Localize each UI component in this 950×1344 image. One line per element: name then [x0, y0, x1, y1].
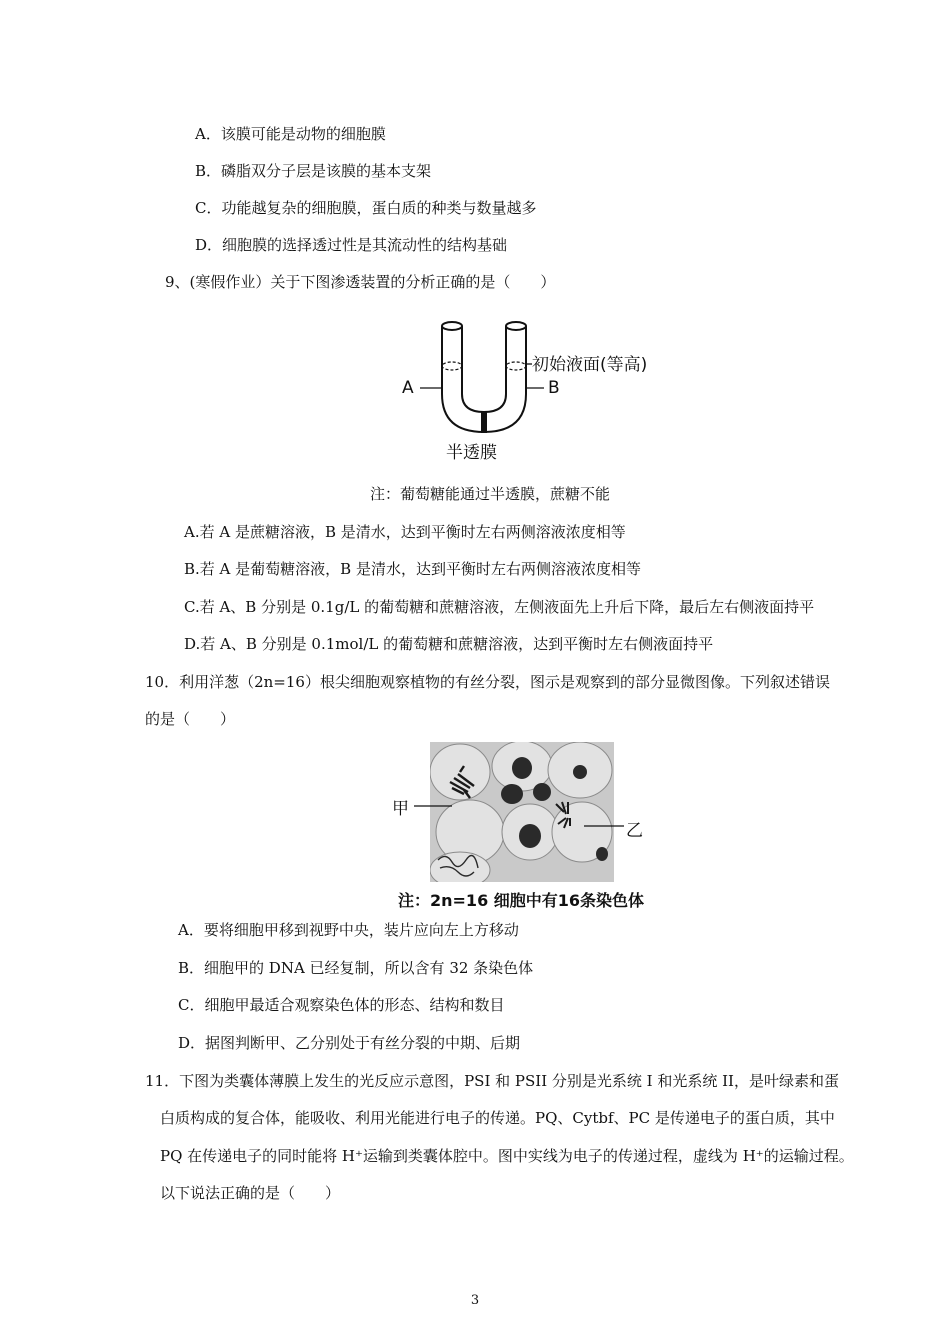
q11-stem-line4: 以下说法正确的是（ ）	[160, 1184, 341, 1202]
q8-option-b: B．磷脂双分子层是该膜的基本支架	[195, 162, 432, 180]
q9-option-d: D.若 A、B 分别是 0.1mol/L 的葡萄糖和蔗糖溶液，达到平衡时左右侧液面持平	[184, 635, 714, 653]
q10-option-d: D．据图判断甲、乙分别处于有丝分裂的中期、后期	[178, 1034, 521, 1052]
q9-option-a: A.若 A 是蔗糖溶液，B 是清水，达到平衡时左右两侧溶液浓度相等	[184, 523, 626, 541]
q9-stem: 9、(寒假作业）关于下图渗透装置的分析正确的是（ ）	[165, 273, 556, 291]
q8-option-d: D．细胞膜的选择透过性是其流动性的结构基础	[195, 236, 508, 254]
q9-option-c: C.若 A、B 分别是 0.1g/L 的葡萄糖和蔗糖溶液，左侧液面先上升后下降，最后左右侧液面持平	[184, 598, 815, 616]
q10-option-c: C．细胞甲最适合观察染色体的形态、结构和数目	[178, 996, 505, 1014]
micrograph-caption: 注：2n=16 细胞中有16条染色体	[398, 891, 645, 910]
q10-option-a: A．要将细胞甲移到视野中央，装片应向左上方移动	[178, 921, 519, 939]
q10-stem-line2: 的是（ ）	[145, 710, 236, 728]
q9-option-b: B.若 A 是葡萄糖溶液，B 是清水，达到平衡时左右两侧溶液浓度相等	[184, 560, 641, 578]
label-initial-level: 初始液面(等高)	[532, 355, 648, 375]
q10-stem-line1: 10．利用洋葱（2n=16）根尖细胞观察植物的有丝分裂，图示是观察到的部分显微图像。下列叙述错误	[145, 673, 830, 691]
q11-stem-line1: 11．下图为类囊体薄膜上发生的光反应示意图，PSI 和 PSII 分别是光系统 I 和光系统 II，是叶绿素和蛋	[145, 1072, 839, 1090]
label-jia: 甲	[392, 799, 409, 819]
osmosis-figure	[390, 312, 690, 462]
q10-option-b: B．细胞甲的 DNA 已经复制，所以含有 32 条染色体	[178, 959, 534, 977]
micrograph-pointers	[388, 742, 668, 882]
label-membrane: 半透膜	[446, 443, 497, 463]
label-b: B	[548, 378, 560, 398]
page-number: 3	[470, 1293, 480, 1308]
micrograph-figure	[388, 742, 668, 912]
q11-stem-line3: PQ 在传递电子的同时能将 H⁺运输到类囊体腔中。图中实线为电子的传递过程，虚线为 H⁺的运输过程。	[160, 1147, 854, 1165]
label-yi: 乙	[626, 821, 643, 841]
u-tube-diagram	[390, 312, 690, 462]
q8-option-c: C．功能越复杂的细胞膜，蛋白质的种类与数量越多	[195, 199, 537, 217]
q11-stem-line2: 白质构成的复合体，能吸收、利用光能进行电子的传递。PQ、Cytbf、PC 是传递电子的蛋白质，其中	[160, 1109, 835, 1127]
q9-note: 注：葡萄糖能通过半透膜，蔗糖不能	[370, 485, 611, 503]
q8-option-a: A．该膜可能是动物的细胞膜	[195, 125, 386, 143]
label-a: A	[402, 378, 414, 398]
